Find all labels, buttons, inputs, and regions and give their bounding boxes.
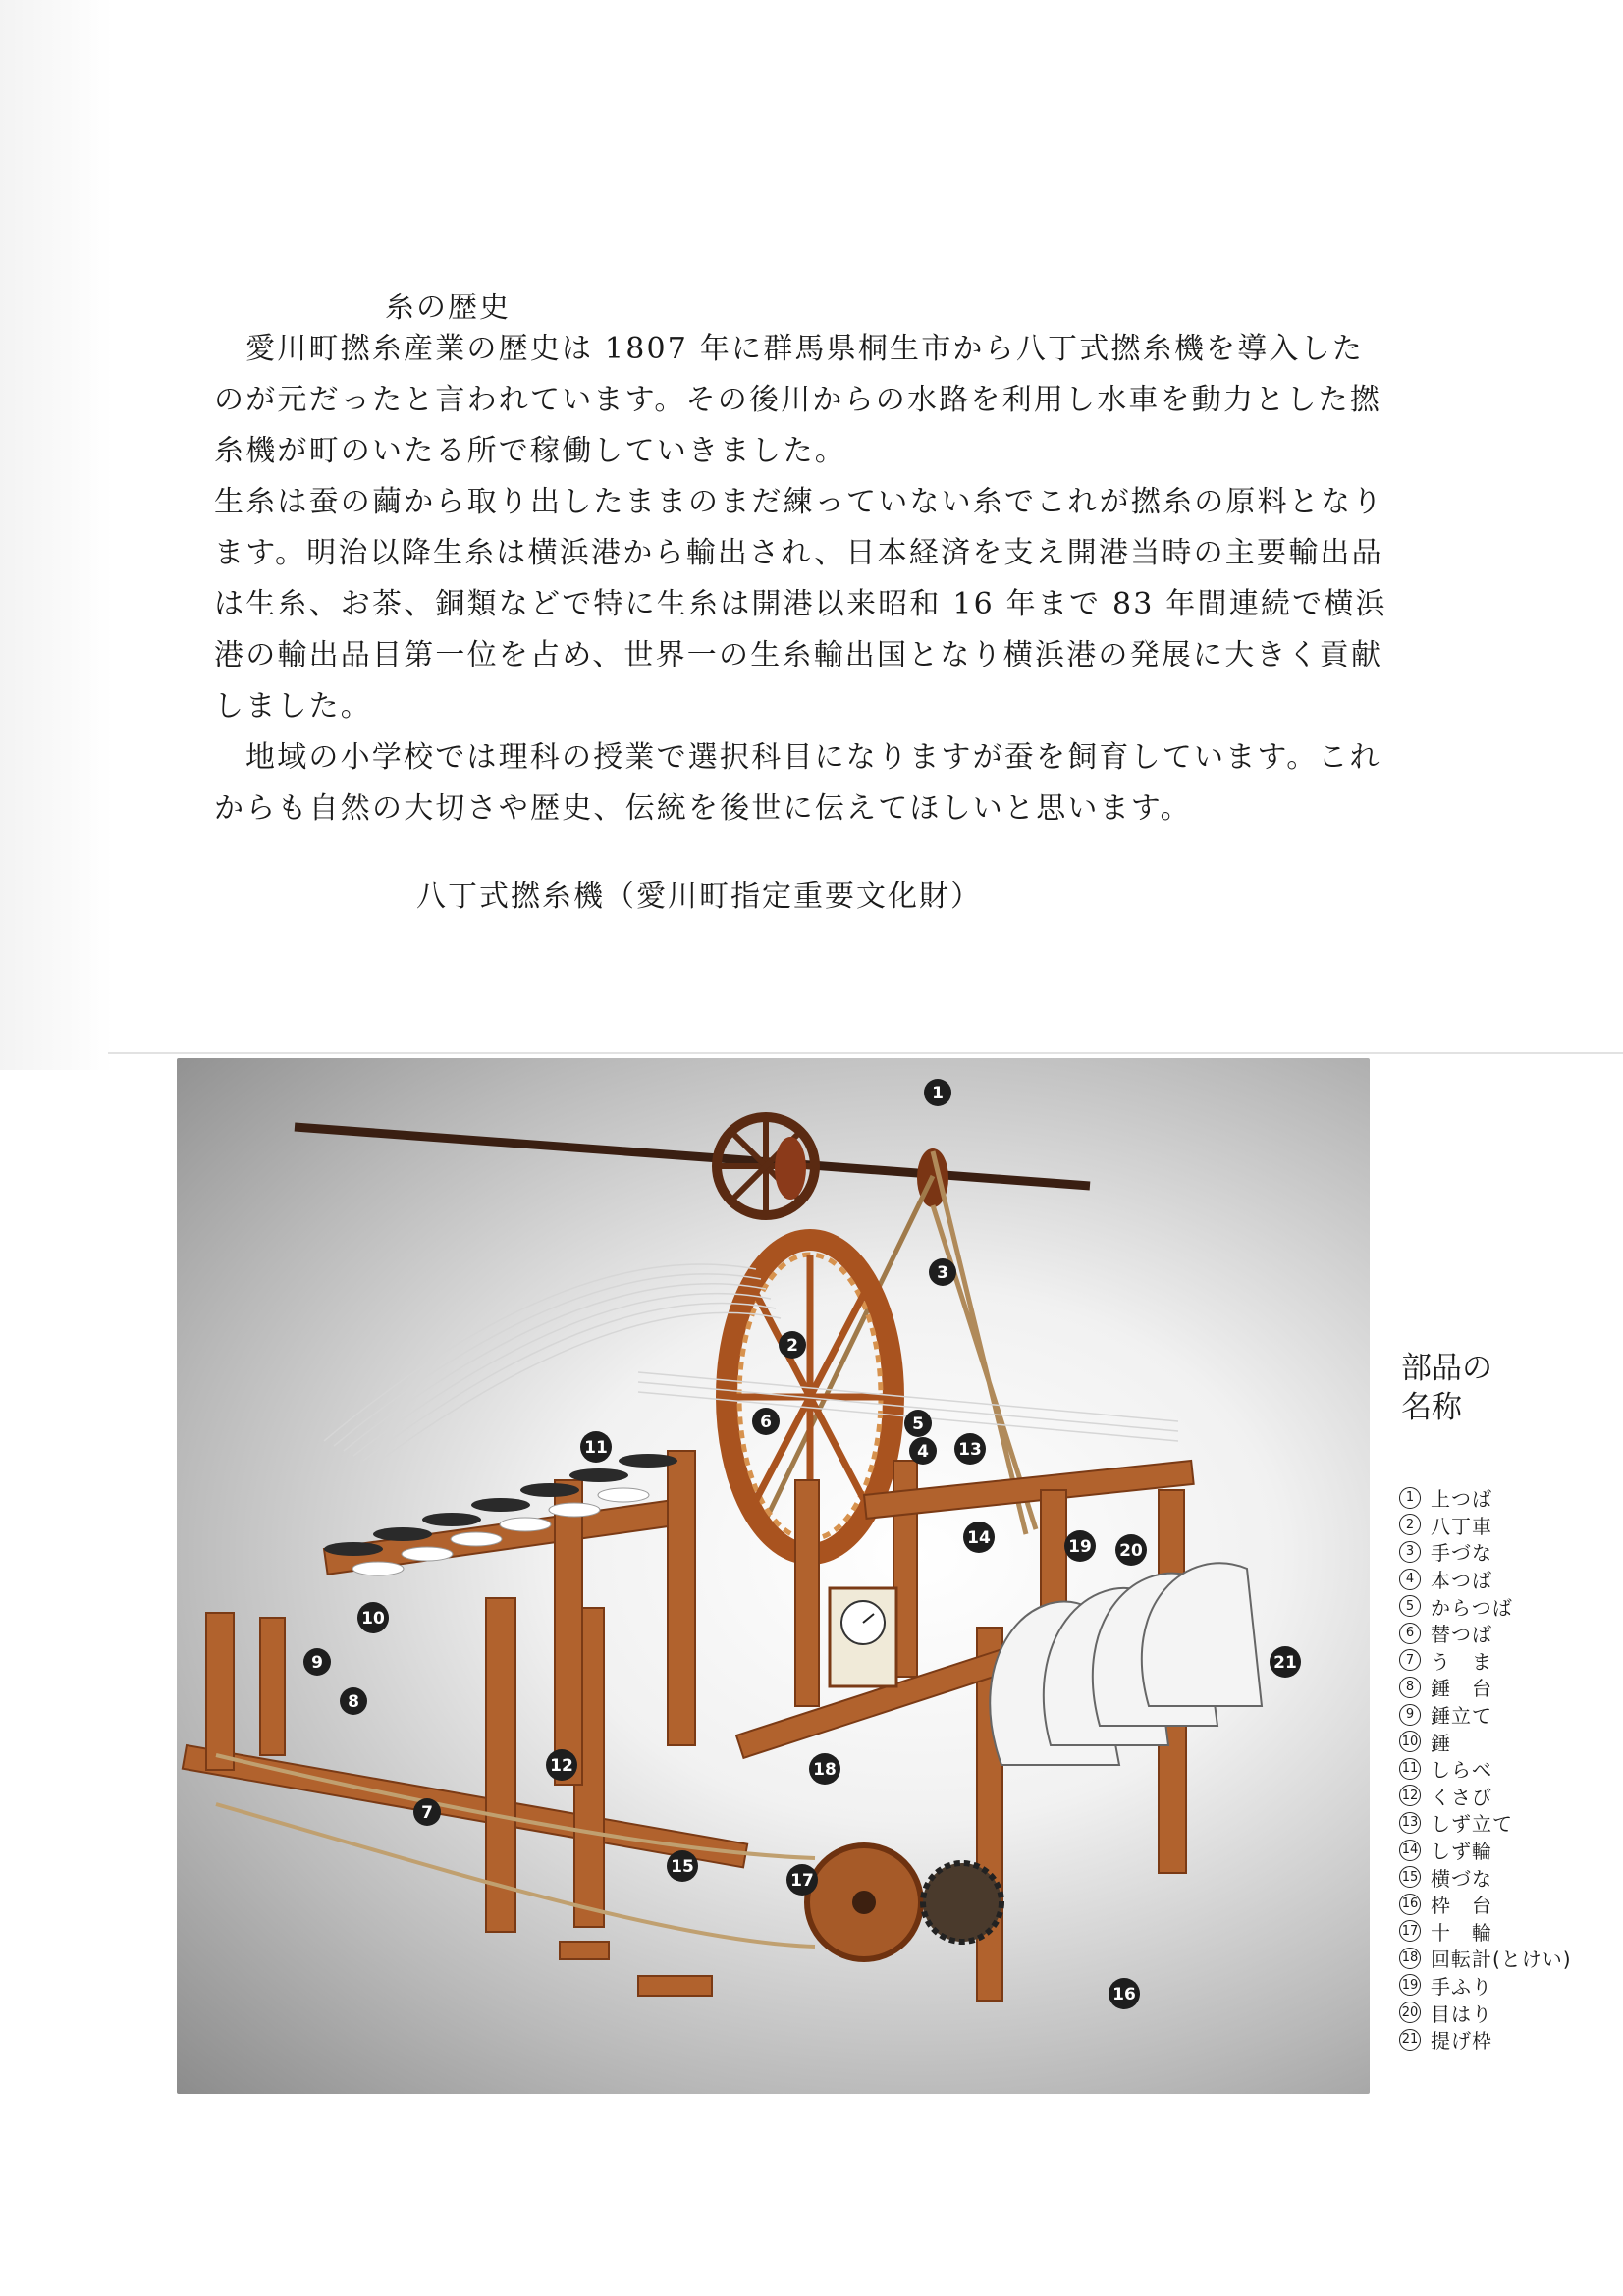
part-name: 錘立て (1431, 1704, 1492, 1729)
part-number: 11 (1399, 1758, 1421, 1780)
part-name: しず輪 (1431, 1840, 1492, 1864)
overhead-shaft (295, 1127, 1090, 1186)
svg-text:18: 18 (813, 1760, 837, 1780)
part-name: 枠 台 (1431, 1894, 1492, 1918)
paragraph-1: 愛川町撚糸産業の歴史は 1807 年に群馬県桐生市から八丁式撚糸機を導入したのが元だったと言われています。その後川からの水路を利用し水車を動力とした撚糸機が町のいたる所で稼働していきました。 (214, 332, 1381, 468)
part-number: 1 (1399, 1487, 1421, 1509)
svg-text:4: 4 (917, 1442, 929, 1462)
part-number: 10 (1399, 1731, 1421, 1752)
reel-frame (990, 1563, 1262, 1765)
part-number: 6 (1399, 1623, 1421, 1644)
part-name: くさび (1431, 1785, 1492, 1809)
svg-text:20: 20 (1119, 1541, 1143, 1561)
svg-text:13: 13 (958, 1440, 982, 1460)
page-title: 糸の歴史 (385, 291, 511, 325)
part-number: 20 (1399, 2002, 1421, 2023)
svg-text:8: 8 (348, 1692, 359, 1712)
part-number: 21 (1399, 2029, 1421, 2051)
part-item (1399, 1972, 1572, 2000)
paragraph-3: 地域の小学校では理科の授業で選択科目になりますが蚕を飼育しています。これからも自然の大切さや歴史、伝統を後世に伝えてほしいと思います。 (214, 740, 1381, 826)
top-pulley-wheel (717, 1117, 815, 1215)
part-item (1399, 1999, 1572, 2026)
svg-text:5: 5 (912, 1415, 924, 1434)
part-name: 目はり (1431, 2002, 1492, 2026)
parts-legend-title (1401, 1349, 1572, 1427)
svg-text:7: 7 (421, 1803, 433, 1823)
part-number: 16 (1399, 1894, 1421, 1915)
part-name: 提げ枠 (1431, 2029, 1492, 2054)
part-item (1399, 1837, 1572, 1864)
part-number: 17 (1399, 1920, 1421, 1942)
page-fold-line (108, 1052, 1623, 1054)
part-number: 2 (1399, 1514, 1421, 1535)
svg-text:12: 12 (550, 1756, 573, 1776)
parts-legend (1399, 1349, 1572, 2053)
part-name: 手づな (1431, 1541, 1492, 1566)
part-name: からつば (1431, 1595, 1513, 1620)
drive-belt (933, 1151, 1036, 1534)
part-item (1399, 2026, 1572, 2054)
part-number: 14 (1399, 1840, 1421, 1861)
part-name: 錘 (1431, 1731, 1451, 1755)
svg-text:11: 11 (584, 1438, 608, 1458)
part-item (1399, 1809, 1572, 1837)
svg-text:21: 21 (1273, 1653, 1297, 1673)
part-name: う ま (1431, 1649, 1492, 1674)
part-name: 十 輪 (1431, 1920, 1492, 1945)
part-item (1399, 1755, 1572, 1783)
svg-text:1: 1 (932, 1084, 944, 1103)
svg-text:17: 17 (790, 1871, 814, 1891)
twisting-machine-illustration (177, 1058, 1370, 2094)
part-number: 8 (1399, 1677, 1421, 1698)
figure-caption: 八丁式撚糸機（愛川町指定重要文化財） (416, 880, 982, 914)
history-text (214, 324, 1392, 834)
svg-text:2: 2 (786, 1336, 798, 1356)
part-number: 4 (1399, 1569, 1421, 1590)
part-number: 5 (1399, 1595, 1421, 1617)
part-number: 13 (1399, 1812, 1421, 1834)
svg-text:3: 3 (937, 1263, 948, 1283)
svg-text:10: 10 (361, 1609, 385, 1629)
part-name: しず立て (1431, 1812, 1513, 1837)
svg-text:6: 6 (760, 1413, 772, 1432)
part-item (1399, 1891, 1572, 1918)
part-number: 19 (1399, 1974, 1421, 1996)
part-item (1399, 1863, 1572, 1891)
part-item (1399, 1701, 1572, 1729)
part-item (1399, 1918, 1572, 1946)
machine-drawing (177, 1058, 1370, 2094)
part-number: 12 (1399, 1785, 1421, 1806)
part-name: 替つば (1431, 1623, 1492, 1647)
part-name: 八丁車 (1431, 1514, 1492, 1538)
part-name: 手ふり (1431, 1974, 1492, 1999)
part-number: 15 (1399, 1866, 1421, 1888)
part-item (1399, 1728, 1572, 1755)
part-item (1399, 1783, 1572, 1810)
paragraph-2: 生糸は蚕の繭から取り出したままのまだ練っていない糸でこれが撚糸の原料となります。明治以降生糸は横浜港から輸出され、日本経済を支え開港当時の主要輸出品は生糸、お茶、銅類などで特に生糸は開港以来昭和 16 年まで 83 年間連続で横浜港の輸出品目第一位を占め、世界一の生糸輸出国となり横浜港の発展に大きく貢献しました。 (214, 485, 1387, 723)
svg-text:15: 15 (671, 1857, 694, 1877)
part-name: 横づな (1431, 1866, 1492, 1891)
part-item (1399, 1620, 1572, 1647)
part-item (1399, 1647, 1572, 1675)
part-item (1399, 1512, 1572, 1539)
part-name: 回転計(とけい) (1431, 1948, 1572, 1972)
parts-title-line1: 部品の (1401, 1351, 1492, 1386)
part-name: 本つば (1431, 1569, 1492, 1593)
parts-title-line2: 名称 (1401, 1390, 1462, 1425)
part-item (1399, 1674, 1572, 1701)
part-name: 錘 台 (1431, 1677, 1492, 1701)
part-item (1399, 1945, 1572, 1972)
gear-wheel (807, 1845, 1001, 1959)
part-item (1399, 1566, 1572, 1593)
part-item (1399, 1484, 1572, 1512)
part-number: 18 (1399, 1948, 1421, 1969)
part-item (1399, 1592, 1572, 1620)
rotation-counter (830, 1588, 896, 1686)
part-name: しらべ (1431, 1758, 1492, 1783)
svg-text:19: 19 (1068, 1537, 1092, 1557)
part-number: 7 (1399, 1649, 1421, 1671)
part-name: 上つば (1431, 1487, 1492, 1512)
svg-text:14: 14 (967, 1528, 991, 1548)
scan-edge-shadow (0, 0, 113, 1070)
part-number: 9 (1399, 1704, 1421, 1726)
parts-list (1399, 1484, 1572, 2053)
part-item (1399, 1538, 1572, 1566)
svg-text:16: 16 (1112, 1985, 1136, 2004)
part-number: 3 (1399, 1541, 1421, 1563)
svg-text:9: 9 (311, 1653, 323, 1673)
